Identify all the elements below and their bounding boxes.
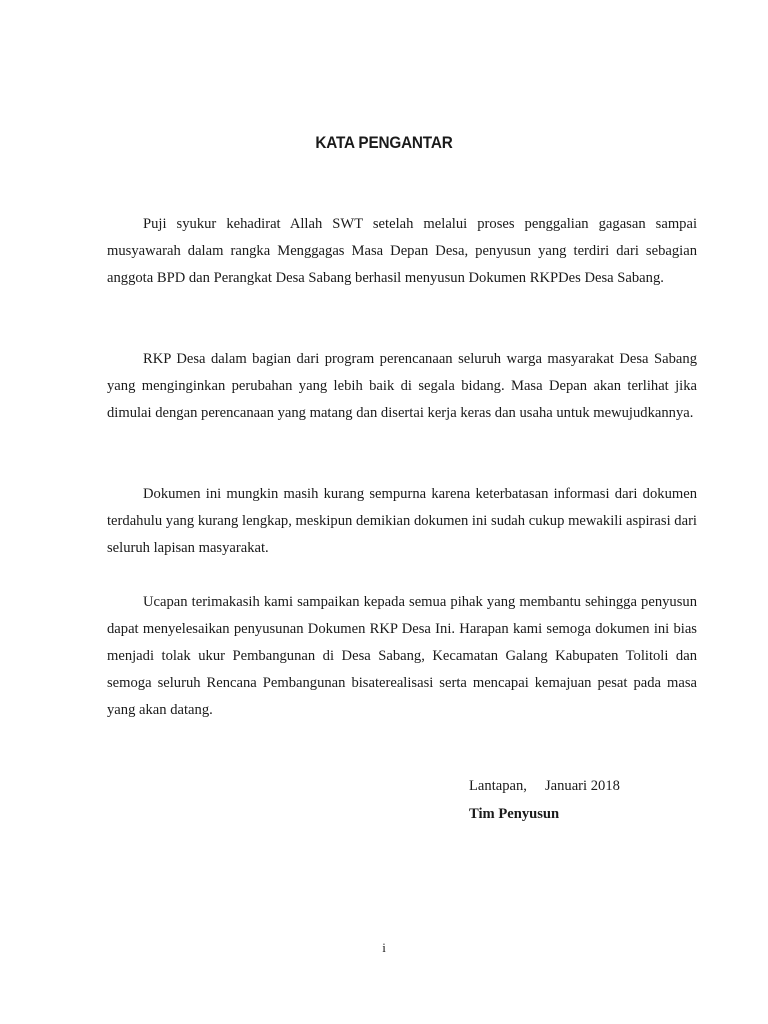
page-title: KATA PENGANTAR: [315, 133, 453, 152]
paragraph-document-limitations: Dokumen ini mungkin masih kurang sempurna karena keterbatasan informasi dari dokumen terdahulu yang kurang lengkap, meskipun demikian dokumen ini sudah cukup mewakili aspirasi dari seluruh lapisan masyarakat.: [107, 486, 697, 556]
page-number: i: [382, 940, 386, 955]
signature-team: Tim Penyusun: [469, 806, 560, 822]
paragraph-acknowledgement: Ucapan terimakasih kami sampaikan kepada semua pihak yang membantu sehingga penyusun dapat menyelesaikan penyusunan Dokumen RKP Desa Ini. Harapan kami semoga dokumen ini bias menjadi tolak ukur Pembangunan di Desa Sabang, Kecamatan Galang Kabupaten Tolitoli dan semoga seluruh Rencana Pembangunan bisaterealisasi serta mencapai kemajuan pesat pada masa yang akan datang.: [107, 594, 697, 718]
signature-place-date: [469, 778, 620, 795]
signature-date: Januari 2018: [544, 778, 620, 794]
paragraph-rkp-desa: RKP Desa dalam bagian dari program perencanaan seluruh warga masyarakat Desa Sabang yang menginginkan perubahan yang lebih baik di segala bidang. Masa Depan akan terlihat jika dimulai dengan perencanaan yang matang dan disertai kerja keras dan usaha untuk mewujudkannya.: [107, 351, 697, 421]
signature-place: Lantapan,: [469, 778, 527, 794]
paragraph-opening: Puji syukur kehadirat Allah SWT setelah melalui proses penggalian gagasan sampai musyawarah dalam rangka Menggagas Masa Depan Desa, penyusun yang terdiri dari sebagian anggota BPD dan Perangkat Desa Sabang berhasil menyusun Dokumen RKPDes Desa Sabang.: [107, 216, 697, 286]
